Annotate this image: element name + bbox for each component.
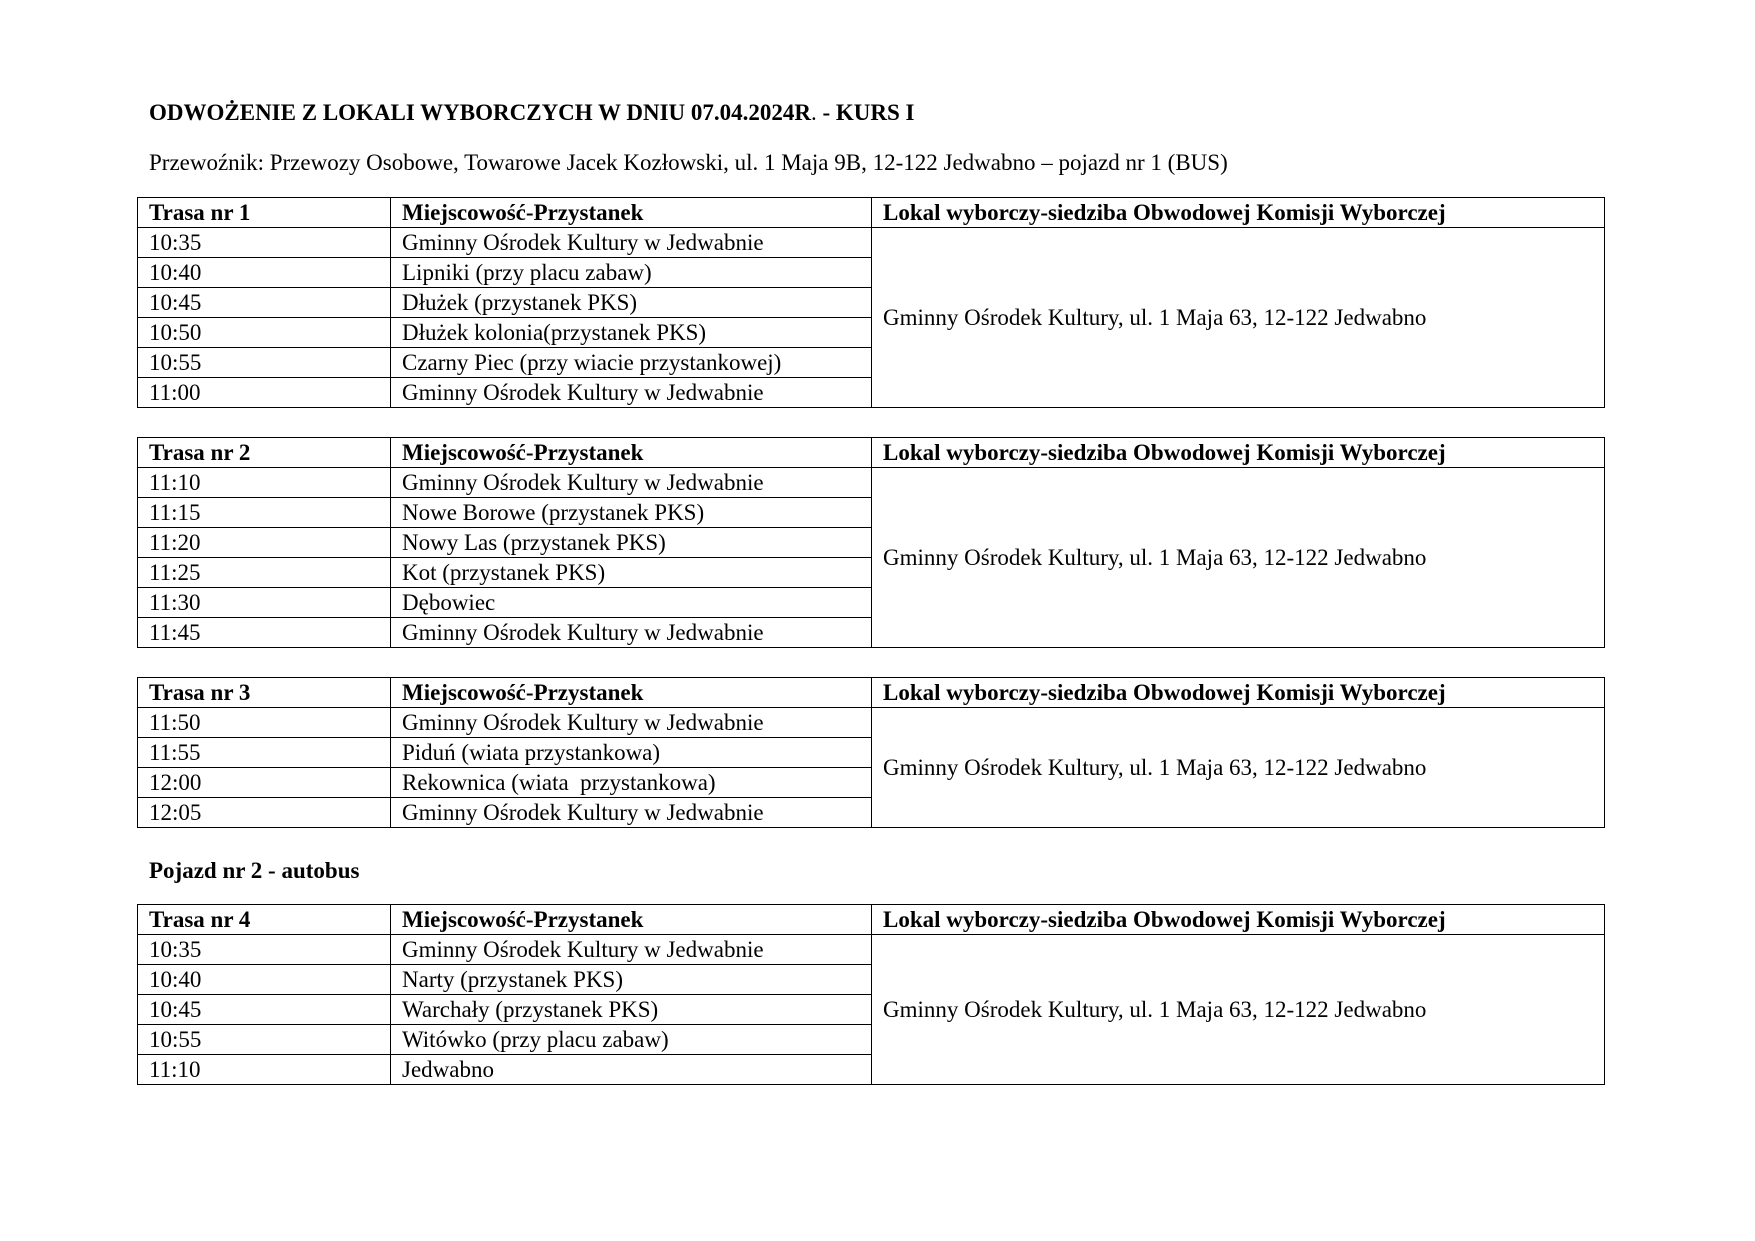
route-number-header: Trasa nr 4 — [138, 905, 391, 935]
route-table-3 — [137, 677, 1605, 828]
stop-cell: Lipniki (przy placu zabaw) — [391, 258, 872, 288]
title-main: ODWOŻENIE Z LOKALI WYBORCZYCH W DNIU 07.04.2024R — [149, 100, 811, 125]
stop-cell: Narty (przystanek PKS) — [391, 965, 872, 995]
stop-cell: Gminny Ośrodek Kultury w Jedwabnie — [391, 708, 872, 738]
stop-cell: Nowy Las (przystanek PKS) — [391, 528, 872, 558]
time-cell: 11:25 — [138, 558, 391, 588]
stop-cell: Gminny Ośrodek Kultury w Jedwabnie — [391, 378, 872, 408]
route-number-header: Trasa nr 1 — [138, 198, 391, 228]
time-cell: 11:10 — [138, 1055, 391, 1085]
time-cell: 11:20 — [138, 528, 391, 558]
polling-place-header: Lokal wyborczy-siedziba Obwodowej Komisji Wyborczej — [872, 198, 1605, 228]
polling-place-header: Lokal wyborczy-siedziba Obwodowej Komisji Wyborczej — [872, 678, 1605, 708]
polling-place-cell: Gminny Ośrodek Kultury, ul. 1 Maja 63, 12-122 Jedwabno — [872, 708, 1605, 828]
time-cell: 11:55 — [138, 738, 391, 768]
table-header-row — [138, 198, 1605, 228]
time-cell: 10:50 — [138, 318, 391, 348]
time-cell: 10:45 — [138, 995, 391, 1025]
stop-header: Miejscowość-Przystanek — [391, 198, 872, 228]
stop-header: Miejscowość-Przystanek — [391, 438, 872, 468]
time-cell: 10:55 — [138, 1025, 391, 1055]
vehicle-2-heading: Pojazd nr 2 - autobus — [149, 858, 360, 883]
table-header-row — [138, 678, 1605, 708]
time-cell: 12:00 — [138, 768, 391, 798]
stop-cell: Gminny Ośrodek Kultury w Jedwabnie — [391, 228, 872, 258]
stop-header: Miejscowość-Przystanek — [391, 905, 872, 935]
stop-cell: Nowe Borowe (przystanek PKS) — [391, 498, 872, 528]
time-cell: 11:50 — [138, 708, 391, 738]
route-table-4 — [137, 904, 1605, 1085]
time-cell: 10:40 — [138, 965, 391, 995]
carrier-line: Przewoźnik: Przewozy Osobowe, Towarowe Jacek Kozłowski, ul. 1 Maja 9B, 12-122 Jedwabno – pojazd nr 1 (BUS) — [149, 150, 1228, 175]
time-cell: 11:10 — [138, 468, 391, 498]
route-number-header: Trasa nr 3 — [138, 678, 391, 708]
time-cell: 11:15 — [138, 498, 391, 528]
time-cell: 11:00 — [138, 378, 391, 408]
time-cell: 10:35 — [138, 935, 391, 965]
stop-cell: Piduń (wiata przystankowa) — [391, 738, 872, 768]
stop-cell: Kot (przystanek PKS) — [391, 558, 872, 588]
time-cell: 10:35 — [138, 228, 391, 258]
stop-header: Miejscowość-Przystanek — [391, 678, 872, 708]
table-header-row — [138, 905, 1605, 935]
time-cell: 10:40 — [138, 258, 391, 288]
stop-cell: Warchały (przystanek PKS) — [391, 995, 872, 1025]
stop-cell: Dłużek kolonia(przystanek PKS) — [391, 318, 872, 348]
route-table-2 — [137, 437, 1605, 648]
polling-place-header: Lokal wyborczy-siedziba Obwodowej Komisji Wyborczej — [872, 905, 1605, 935]
title-dot: . — [811, 100, 817, 125]
time-cell: 10:55 — [138, 348, 391, 378]
stop-cell: Gminny Ośrodek Kultury w Jedwabnie — [391, 935, 872, 965]
time-cell: 12:05 — [138, 798, 391, 828]
time-cell: 11:45 — [138, 618, 391, 648]
stop-cell: Rekownica (wiata przystankowa) — [391, 768, 872, 798]
stop-cell: Dębowiec — [391, 588, 872, 618]
polling-place-cell: Gminny Ośrodek Kultury, ul. 1 Maja 63, 12-122 Jedwabno — [872, 228, 1605, 408]
table-row — [138, 468, 1605, 498]
title-suffix: - KURS I — [816, 100, 915, 125]
stop-cell: Jedwabno — [391, 1055, 872, 1085]
stop-cell: Dłużek (przystanek PKS) — [391, 288, 872, 318]
route-number-header: Trasa nr 2 — [138, 438, 391, 468]
table-header-row — [138, 438, 1605, 468]
stop-cell: Witówko (przy placu zabaw) — [391, 1025, 872, 1055]
route-table-1 — [137, 197, 1605, 408]
polling-place-cell: Gminny Ośrodek Kultury, ul. 1 Maja 63, 12-122 Jedwabno — [872, 468, 1605, 648]
polling-place-cell: Gminny Ośrodek Kultury, ul. 1 Maja 63, 12-122 Jedwabno — [872, 935, 1605, 1085]
table-row — [138, 228, 1605, 258]
time-cell: 11:30 — [138, 588, 391, 618]
stop-cell: Gminny Ośrodek Kultury w Jedwabnie — [391, 798, 872, 828]
table-row — [138, 935, 1605, 965]
stop-cell: Gminny Ośrodek Kultury w Jedwabnie — [391, 468, 872, 498]
time-cell: 10:45 — [138, 288, 391, 318]
stop-cell: Gminny Ośrodek Kultury w Jedwabnie — [391, 618, 872, 648]
table-row — [138, 708, 1605, 738]
stop-cell: Czarny Piec (przy wiacie przystankowej) — [391, 348, 872, 378]
polling-place-header: Lokal wyborczy-siedziba Obwodowej Komisji Wyborczej — [872, 438, 1605, 468]
document-title — [149, 100, 915, 126]
